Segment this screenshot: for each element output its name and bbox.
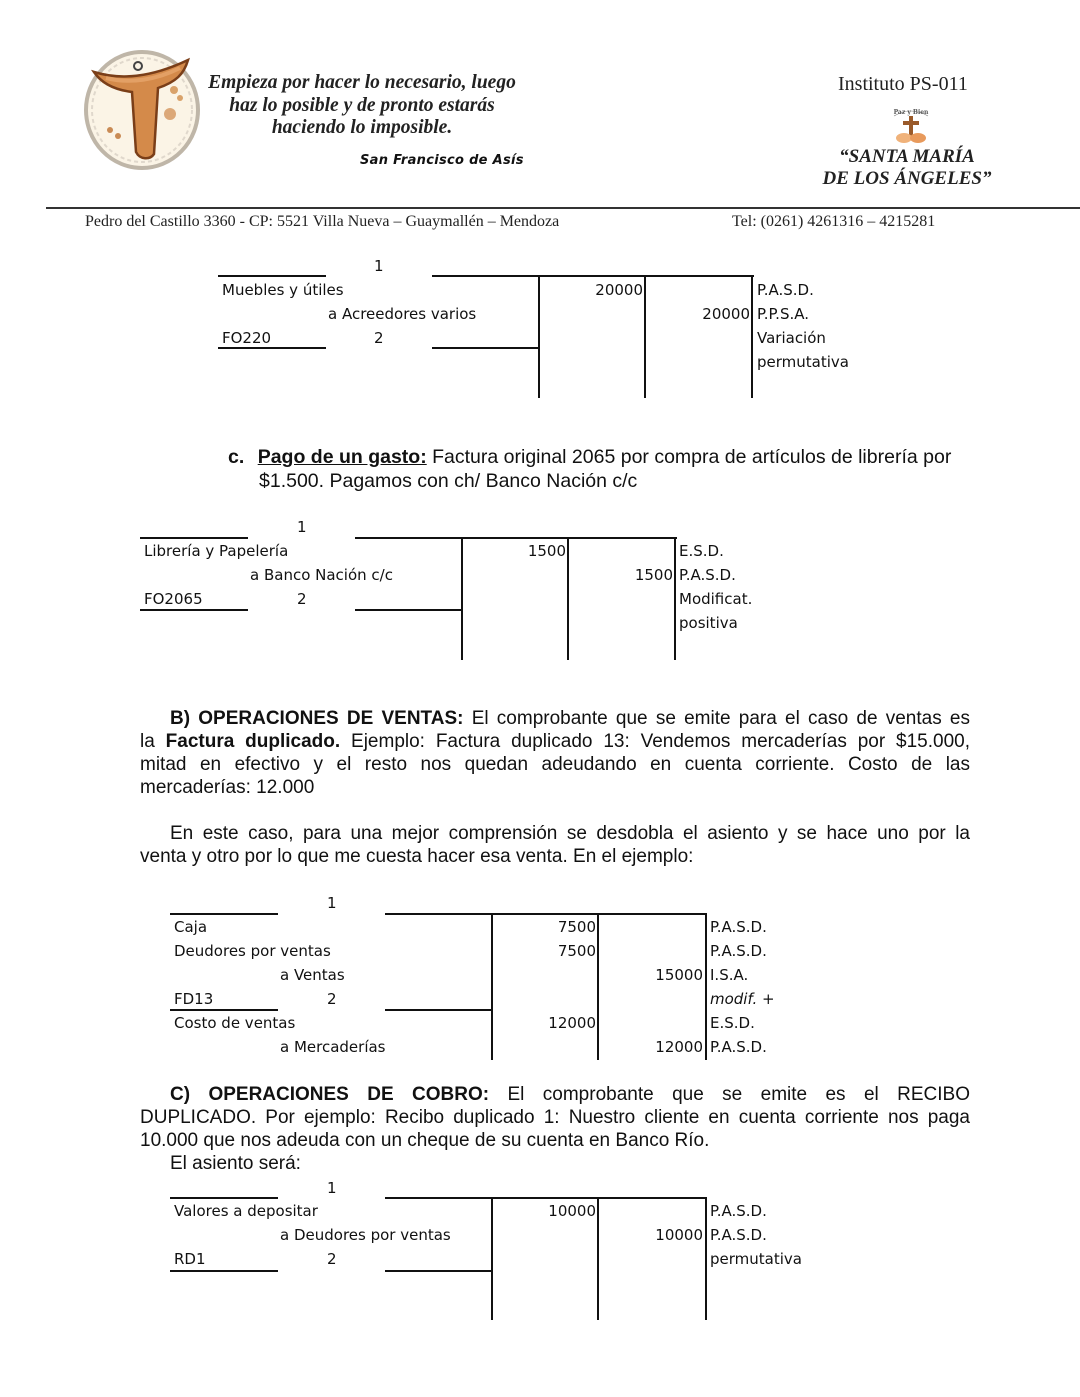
paragraph-text: 10.000 que nos adeuda con un cheque de su cuenta en Banco Río. xyxy=(140,1130,710,1151)
debit-amount: 10000 xyxy=(548,1202,596,1220)
account-credit: a Ventas xyxy=(280,966,345,984)
rule xyxy=(432,347,540,349)
column-rule xyxy=(674,537,676,660)
entry-note: P.A.S.D. xyxy=(710,942,767,960)
quote-block xyxy=(206,72,518,140)
column-rule xyxy=(705,913,707,1060)
school-name-line: DE LOS ÁNGELES” xyxy=(822,168,992,189)
column-rule xyxy=(751,275,753,398)
entry-note: E.S.D. xyxy=(679,542,724,560)
column-rule xyxy=(597,913,599,1060)
account-debit: Librería y Papelería xyxy=(144,542,289,560)
entry-note: Modificat. xyxy=(679,590,753,608)
paragraph-text: En este caso, para una mejor comprensión se desdobla el asiento y se hace uno por la xyxy=(170,823,970,844)
paz-y-bien-emblem-icon xyxy=(888,104,934,148)
account-credit: a Mercaderías xyxy=(280,1038,386,1056)
entry-note: P.A.S.D. xyxy=(757,281,814,299)
entry-number-bottom: 2 xyxy=(327,990,337,1008)
debit-amount: 12000 xyxy=(548,1014,596,1032)
section-heading: B) OPERACIONES DE VENTAS: xyxy=(170,708,464,729)
debit-amount: 7500 xyxy=(557,918,596,936)
section-b-paragraph-2 xyxy=(140,822,970,868)
account-credit: a Banco Nación c/c xyxy=(250,566,393,584)
account-debit: Deudores por ventas xyxy=(174,942,331,960)
account-credit: a Deudores por ventas xyxy=(280,1226,451,1244)
entry-number-bottom: 2 xyxy=(327,1250,337,1268)
entry-number-top: 1 xyxy=(327,894,337,912)
entry-number-top: 1 xyxy=(327,1179,337,1197)
paragraph-text: mitad en efectivo y el resto nos quedan adeudando en cuenta corriente. Costo de las xyxy=(140,754,970,775)
paragraph-text: El asiento será: xyxy=(170,1153,301,1174)
column-rule xyxy=(461,537,463,660)
entry-note: Variación xyxy=(757,329,826,347)
account-debit: Costo de ventas xyxy=(174,1014,296,1032)
paragraph-text: la xyxy=(140,731,166,752)
rule xyxy=(218,347,326,349)
rule xyxy=(218,275,326,277)
phone: Tel: (0261) 4261316 – 4215281 xyxy=(732,213,936,230)
entry-note: P.A.S.D. xyxy=(710,1226,767,1244)
rule xyxy=(385,1270,493,1272)
entry-note: I.S.A. xyxy=(710,966,749,984)
entry-note: P.A.S.D. xyxy=(710,1038,767,1056)
paragraph-text: Ejemplo: Factura duplicado 13: Vendemos mercaderías por $15.000, xyxy=(340,731,970,752)
rule xyxy=(140,609,248,611)
paragraph-text: El comprobante que se emite para el caso de ventas es xyxy=(463,708,970,729)
column-rule xyxy=(597,1197,599,1320)
document-ref: FO220 xyxy=(222,329,272,347)
rule xyxy=(170,1270,278,1272)
item-title: Pago de un gasto: xyxy=(257,446,427,468)
credit-amount: 15000 xyxy=(655,966,703,984)
entry-note: P.A.S.D. xyxy=(710,918,767,936)
item-text: $1.500. Pagamos con ch/ Banco Nación c/c xyxy=(259,470,638,492)
entry-note: modif. + xyxy=(710,990,775,1008)
rule xyxy=(432,275,754,277)
quote-line: haciendo lo imposible. xyxy=(271,117,453,138)
column-rule xyxy=(538,275,540,398)
entry-note: P.A.S.D. xyxy=(710,1202,767,1220)
entry-note: P.A.S.D. xyxy=(679,566,736,584)
column-rule xyxy=(491,913,493,1060)
address: Pedro del Castillo 3360 - CP: 5521 Villa Nueva – Guaymallén – Mendoza xyxy=(85,213,560,230)
paragraph-text: mercaderías: 12.000 xyxy=(140,777,315,798)
rule xyxy=(355,609,463,611)
tau-cross-logo-icon xyxy=(80,44,204,172)
entry-note: P.P.S.A. xyxy=(757,305,810,323)
svg-text:Paz y Bien: Paz y Bien xyxy=(893,109,929,116)
account-debit: Valores a depositar xyxy=(174,1202,318,1220)
credit-amount: 12000 xyxy=(655,1038,703,1056)
item-label: c. xyxy=(228,446,245,468)
entry-number-bottom: 2 xyxy=(374,329,384,347)
document-ref: FD13 xyxy=(174,990,214,1008)
account-debit: Muebles y útiles xyxy=(222,281,344,299)
section-heading: C) OPERACIONES DE COBRO: xyxy=(170,1084,490,1105)
debit-amount: 1500 xyxy=(527,542,566,560)
quote-line: haz lo posible y de pronto estarás xyxy=(229,94,495,116)
quote-author: San Francisco de Asís xyxy=(360,153,524,168)
entry-note: permutativa xyxy=(757,353,849,371)
credit-amount: 20000 xyxy=(702,305,750,323)
entry-note: E.S.D. xyxy=(710,1014,755,1032)
credit-amount: 1500 xyxy=(634,566,673,584)
emphasis-text: Factura duplicado. xyxy=(165,731,341,752)
account-debit: Caja xyxy=(174,918,208,936)
account-credit: a Acreedores varios xyxy=(328,305,477,323)
debit-amount: 20000 xyxy=(595,281,643,299)
paragraph-text: DUPLICADO. Por ejemplo: Recibo duplicado 1: Nuestro cliente en cuenta corriente nos paga xyxy=(140,1107,970,1128)
institute-name: Instituto PS-011 xyxy=(838,73,968,95)
rule xyxy=(385,1009,493,1011)
column-rule xyxy=(567,537,569,660)
quote-line: Empieza por hacer lo necesario, luego xyxy=(208,72,516,93)
header-divider xyxy=(46,207,1080,209)
section-b-paragraph xyxy=(140,707,970,799)
entry-number-top: 1 xyxy=(374,257,384,275)
column-rule xyxy=(491,1197,493,1320)
item-c-paragraph xyxy=(228,445,951,493)
column-rule xyxy=(705,1197,707,1320)
credit-amount: 10000 xyxy=(655,1226,703,1244)
entry-note: positiva xyxy=(679,614,738,632)
column-rule xyxy=(644,275,646,398)
paragraph-text: venta y otro por lo que me cuesta hacer esa venta. En el ejemplo: xyxy=(140,846,694,867)
item-text: Factura original 2065 por compra de artículos de librería por xyxy=(426,446,952,468)
section-c-paragraph xyxy=(140,1083,970,1175)
document-ref: RD1 xyxy=(174,1250,206,1268)
debit-amount: 7500 xyxy=(557,942,596,960)
entry-number-bottom: 2 xyxy=(297,590,307,608)
entry-number-top: 1 xyxy=(297,518,307,536)
school-name xyxy=(812,146,1002,190)
school-name-line: “SANTA MARÍA xyxy=(839,146,975,167)
entry-note: permutativa xyxy=(710,1250,802,1268)
document-ref: FO2065 xyxy=(144,590,203,608)
paragraph-text: El comprobante que se emite es el RECIBO xyxy=(489,1084,970,1105)
